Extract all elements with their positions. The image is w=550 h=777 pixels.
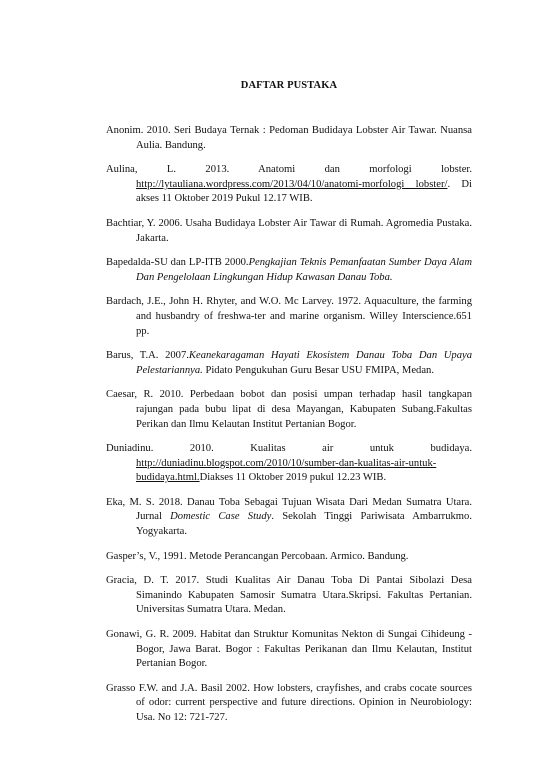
reference-text: Bapedalda-SU dan LP-ITB 2000.	[106, 257, 249, 269]
reference-text: Aulina, L. 2013. Anatomi dan morfologi lobster.	[106, 164, 472, 176]
reference-text: Bardach, J.E., John H. Rhyter, and W.O. Mc Larvey. 1972. Aquaculture, the farming and husbandry of freshwa-ter and marine organism. Willey Interscience.651 pp.	[106, 296, 472, 337]
reference-entry	[106, 349, 472, 378]
reference-entry	[106, 217, 472, 246]
reference-text: . Sekolah Tinggi Pariwisata Ambarrukmo. Yogyakarta.	[136, 511, 472, 538]
reference-entry	[106, 163, 472, 207]
reference-text: Eka, M. S. 2018. Danau Toba Sebagai Tujuan Wisata Dari Medan Sumatra Utara. Jurnal	[106, 496, 472, 523]
reference-text: Barus, T.A. 2007.	[106, 350, 189, 362]
reference-text: Grasso F.W. and J.A. Basil 2002. How lobsters, crayfishes, and crabs cocate sources of odor: current perspective and future directions. Opinion in Neurobiology: Usa. No 12: 721-727.	[106, 682, 472, 723]
reference-text: Duniadinu. 2010. Kualitas air untuk budidaya.	[106, 443, 472, 455]
reference-text: Caesar, R. 2010. Perbedaan bobot dan posisi umpan terhadap hasil tangkapan rajungan pada bubu lipat di desa Mayangan, Kabupaten Subang.Fakultas Perikan dan Ilmu Kelautan Institut Pertanian Bogor.	[106, 389, 472, 430]
reference-entry	[106, 496, 472, 540]
reference-text: Pidato Pengukuhan Guru Besar USU FMIPA, Medan.	[202, 364, 434, 376]
reference-entry	[106, 388, 472, 432]
reference-entry	[106, 256, 472, 285]
reference-link[interactable]: http://lytauliana.wordpress.com/2013/04/10/anatomi-morfologi lobster/	[136, 178, 448, 190]
reference-entry	[106, 124, 472, 153]
reference-text: Gracia, D. T. 2017. Studi Kualitas Air Danau Toba Di Pantai Sibolazi Desa Simanindo Kabupaten Samosir Sumatra Utara.Skripsi. Fakultas Pertanian. Universitas Sumatra Utara. Medan.	[106, 575, 472, 616]
reference-text: Anonim. 2010. Seri Budaya Ternak : Pedoman Budidaya Lobster Air Tawar. Nuansa Aulia. Bandung.	[106, 125, 472, 151]
reference-italic-title: Pengkajian Teknis Pemanfaatan Sumber Daya Alam Dan Pengelolaan Lingkungan Hidup Kawasan Danau Toba.	[136, 257, 472, 283]
reference-list	[106, 124, 472, 736]
reference-entry	[106, 295, 472, 339]
reference-entry	[106, 550, 472, 565]
reference-text: Gasper’s, V., 1991. Metode Perancangan Percobaan. Armico. Bandung.	[106, 550, 409, 562]
reference-text: Bachtiar, Y. 2006. Usaha Budidaya Lobster Air Tawar di Rumah. Agromedia Pustaka. Jakarta.	[106, 217, 472, 244]
page-title: DAFTAR PUSTAKA	[240, 80, 338, 91]
reference-link[interactable]: http://duniadinu.blogspot.com/2010/10/sumber-dan-kualitas-air-untuk-budidaya.html.	[136, 457, 437, 484]
reference-entry	[106, 682, 472, 726]
reference-text: . Di akses 11 Oktober 2019 Pukul 12.17 WIB.	[136, 178, 472, 205]
reference-text: Diakses 11 Oktober 2019 pukul 12.23 WIB.	[199, 472, 387, 484]
reference-entry	[106, 574, 472, 618]
reference-italic-title: Keanekaragaman Hayati Ekosistem Danau Toba Dan Upaya Pelestariannya.	[136, 350, 472, 376]
reference-italic-title: Domestic Case Study	[170, 511, 272, 523]
reference-entry	[106, 442, 472, 486]
reference-text: Gonawi, G. R. 2009. Habitat dan Struktur Komunitas Nekton di Sungai Cihideung - Bogor, Jawa Barat. Bogor : Fakultas Perikanan dan Ilmu Kelautan, Institut Pertanian Bogor.	[106, 629, 472, 670]
reference-entry	[106, 628, 472, 672]
